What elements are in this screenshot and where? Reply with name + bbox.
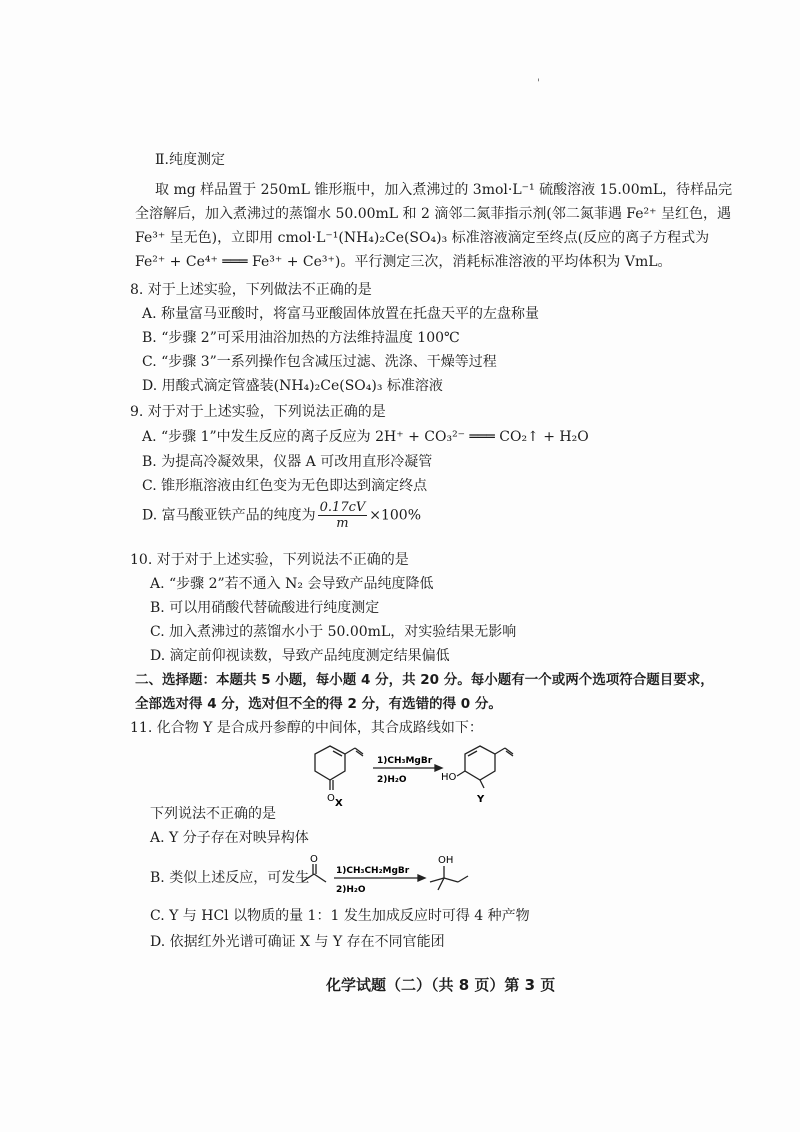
q9-option-c: C. 锥形瓶溶液由红色变为无色即达到滴定终点 — [142, 478, 428, 494]
reaction-b-reagent-2: 2)H₂O — [336, 885, 366, 895]
paragraph-line: 全溶解后，加入煮沸过的蒸馏水 50.00mL 和 2 滴邻二氮菲指示剂(邻二氮菲遇 Fe²⁺ 呈红色，遇 — [135, 206, 731, 222]
reaction-b-reagent-1: 1)CH₃CH₂MgBr — [336, 866, 410, 876]
part-two-instructions-cont: 全部选对得 4 分，选对但不全的得 2 分，有选错的得 0 分。 — [135, 696, 502, 712]
q10-option-d: D. 滴定前仰视读数，导致产品纯度测定结果偏低 — [150, 648, 450, 664]
q9-option-a: A. “步骤 1”中发生反应的离子反应为 2H⁺ + CO₃²⁻ ═══ CO₂↑ + H₂O — [142, 429, 589, 445]
acetone-o-label: O — [310, 854, 318, 865]
q9-option-d-suffix: ×100% — [369, 507, 422, 524]
q9-option-d-text: D. 富马酸亚铁产品的纯度为 — [142, 507, 316, 524]
q9-option-d — [142, 500, 421, 531]
section-title: Ⅱ.纯度测定 — [155, 152, 225, 168]
q8-option-a: A. 称量富马亚酸时，将富马亚酸固体放置在托盘天平的左盘称量 — [142, 306, 540, 322]
q10-option-c: C. 加入煮沸过的蒸馏水小于 50.00mL，对实验结果无影响 — [150, 624, 517, 640]
scheme-x-label: X — [335, 798, 343, 808]
paragraph-line: Fe²⁺ + Ce⁴⁺ ═══ Fe³⁺ + Ce³⁺)。平行测定三次，消耗标准溶液的平均体积为 VmL。 — [135, 254, 672, 270]
paragraph-line: Fe³⁺ 呈无色)，立即用 cmol·L⁻¹(NH₄)₂Ce(SO₄)₃ 标准溶液滴定至终点(反应的离子方程式为 — [135, 230, 710, 246]
q11-question: 下列说法不正确的是 — [150, 806, 276, 822]
reaction-b-scheme — [298, 852, 498, 902]
q11-option-c: C. Y 与 HCl 以物质的量 1：1 发生加成反应时可得 4 种产物 — [150, 908, 530, 924]
scheme-o-label: O — [327, 793, 335, 804]
scheme-reagent-1: 1)CH₃MgBr — [377, 756, 433, 766]
question-10-stem: 10. 对于对于上述实验，下列说法不正确的是 — [130, 552, 409, 568]
part-two-instructions: 二、选择题：本题共 5 小题，每小题 4 分，共 20 分。每小题有一个或两个选项符合题目要求， — [135, 672, 714, 688]
question-9-stem: 9. 对于对于上述实验，下列说法正确的是 — [130, 404, 386, 420]
q8-option-d: D. 用酸式滴定管盛装(NH₄)₂Ce(SO₄)₃ 标准溶液 — [142, 378, 443, 394]
page-footer: 化学试题（二）（共 8 页）第 3 页 — [326, 976, 556, 994]
q8-option-c: C. “步骤 3”一系列操作包含减压过滤、洗涤、干燥等过程 — [142, 354, 497, 370]
product-oh-label: OH — [438, 855, 454, 866]
q11-option-d: D. 依据红外光谱可确证 X 与 Y 存在不同官能团 — [150, 934, 445, 950]
question-11-stem: 11. 化合物 Y 是合成丹参醇的中间体，其合成路线如下： — [130, 720, 483, 736]
fraction-denominator: m — [336, 516, 349, 531]
q11-option-a: A. Y 分子存在对映异构体 — [150, 830, 309, 846]
q10-option-a: A. “步骤 2”若不通入 N₂ 会导致产品纯度降低 — [150, 576, 434, 592]
synthesis-scheme — [305, 742, 545, 808]
corner-mark: ' — [537, 78, 540, 89]
scheme-reagent-2: 2)H₂O — [377, 775, 407, 785]
fraction-numerator: 0.17cV — [319, 500, 366, 515]
q10-option-b: B. 可以用硝酸代替硫酸进行纯度测定 — [150, 600, 380, 616]
q9-option-b: B. 为提高冷凝效果，仪器 A 可改用直形冷凝管 — [142, 454, 433, 470]
paragraph-line: 取 mg 样品置于 250mL 锥形瓶中，加入煮沸过的 3mol·L⁻¹ 硫酸溶液 15.00mL，待样品完 — [155, 182, 733, 198]
q11-option-b: B. 类似上述反应，可发生 — [150, 870, 310, 886]
purity-fraction — [318, 500, 368, 531]
scheme-ho-label: HO — [441, 772, 457, 783]
question-8-stem: 8. 对于上述实验，下列做法不正确的是 — [130, 282, 372, 298]
scheme-y-label: Y — [477, 794, 485, 805]
q8-option-b: B. “步骤 2”可采用油浴加热的方法维持温度 100℃ — [142, 330, 460, 346]
